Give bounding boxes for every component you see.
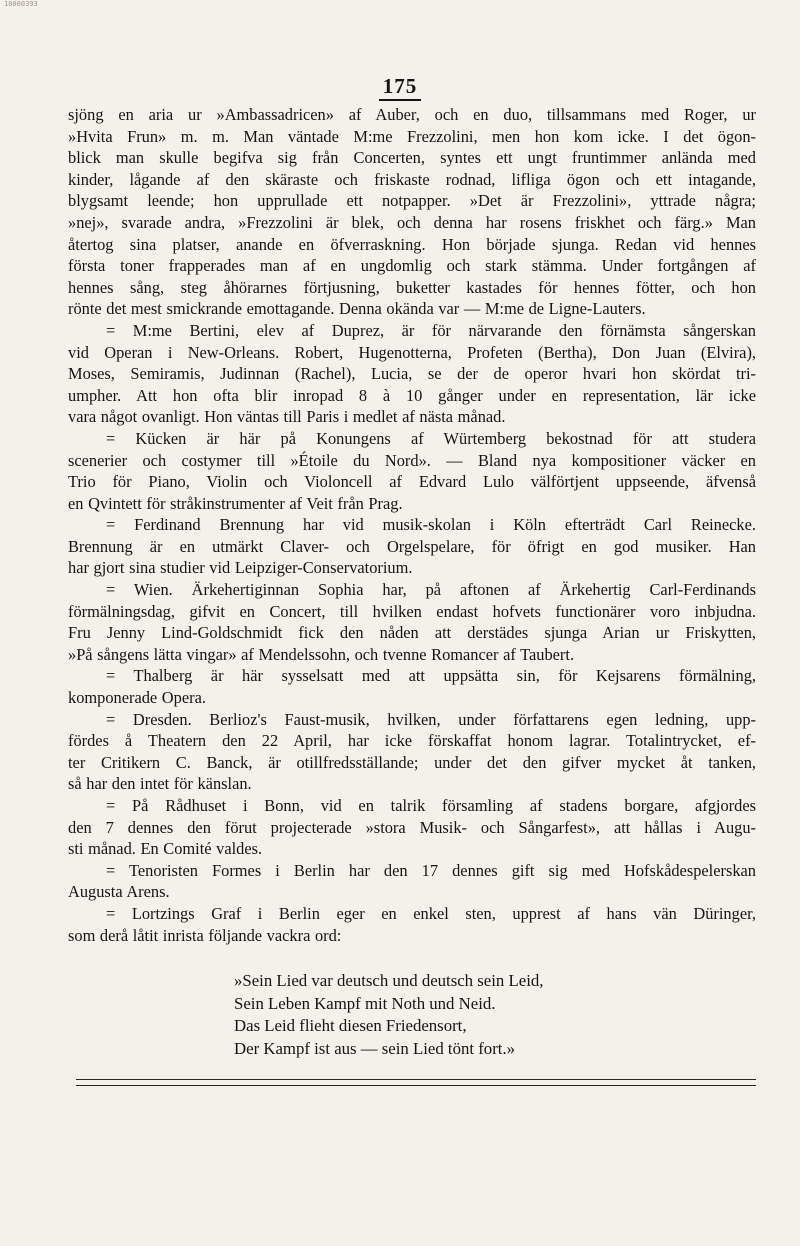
- text-line: = Ferdinand Brennung har vid musik-skolan i Köln efterträdt Carl Reinecke.: [106, 515, 756, 535]
- poem: [234, 970, 543, 1060]
- poem-line: Sein Leben Kampf mit Noth und Neid.: [234, 993, 496, 1013]
- text-line: kinder, lågande af den skäraste och friskaste rodnad, lifliga ögon och ett intagande,: [68, 169, 756, 189]
- text-line: blygsamt leende; hon upprullade ett notpapper. »Det är Frezzolini», yttrade några;: [68, 191, 756, 211]
- text-line: hennes sång, steg åhörarnes förtjusning, buketter kastades för hennes fötter, och hon: [68, 277, 756, 297]
- footer-rule: [76, 1079, 756, 1080]
- text-line: som derå låtit inrista följande vackra ord:: [68, 925, 342, 945]
- text-line: Moses, Semiramis, Judinnan (Rachel), Lucia, se der de operor hvari hon skördat tri-: [68, 364, 756, 384]
- text-line: Trio för Piano, Violin och Violoncell af Edvard Lulo välförtjent uppseende, äfvenså: [68, 472, 756, 492]
- text-line: blick man skulle begifva sig från Concerten, syntes ett ungt fruntimmer anlända med: [68, 148, 756, 168]
- poem-line: Der Kampf ist aus — sein Lied tönt fort.»: [234, 1038, 516, 1058]
- text-line: komponerade Opera.: [68, 688, 206, 708]
- poem-line: Das Leid flieht diesen Friedensort,: [234, 1016, 467, 1036]
- text-line: scenerier och costymer till »Étoile du Nord». — Bland nya kompositioner väcker en: [68, 450, 756, 470]
- article-text: [68, 104, 756, 946]
- corner-mark: 10000393: [4, 0, 38, 8]
- text-line: en Qvintett för stråkinstrumenter af Veit från Prag.: [68, 493, 403, 513]
- text-line: den 7 dennes den förut projecterade »stora Musik- och Sångarfest», att hållas i Augu-: [68, 817, 756, 837]
- text-line: har gjort sina studier vid Leipziger-Conservatorium.: [68, 558, 413, 578]
- text-line: fördes å Theatern den 22 April, har icke förskaffat honom lagrar. Totalintrycket, ef-: [68, 731, 756, 751]
- text-line: vara något ovanligt. Hon väntas till Paris i medlet af nästa månad.: [68, 407, 506, 427]
- text-line: Fru Jenny Lind-Goldschmidt fick den nåden att derstädes sjunga Arian ur Friskytten,: [68, 623, 756, 643]
- footer-rule-thin: [76, 1085, 756, 1086]
- text-line: = Thalberg är här sysselsatt med att uppsätta sin, för Kejsarens förmälning,: [106, 666, 756, 686]
- text-line: sjöng en aria ur »Ambassadricen» af Auber, och en duo, tillsammans med Roger, ur: [68, 105, 756, 124]
- text-line: förmälningsdag, gifvit en Concert, till hvilken endast hofvets functionärer voro inbjudna.: [68, 601, 756, 621]
- text-line: = Kücken är här på Konungens af Würtemberg bekostnad för att studera: [106, 428, 756, 448]
- text-line: rönte det mest smickrande emottagande. Denna okända var — M:me de Ligne-Lauters.: [68, 299, 646, 319]
- text-line: = Wien. Ärkehertiginnan Sophia har, på aftonen af Ärkehertig Carl-Ferdinands: [106, 580, 756, 600]
- text-line: = På Rådhuset i Bonn, vid en talrik församling af stadens borgare, afgjordes: [106, 796, 756, 815]
- text-line: sti månad. En Comité valdes.: [68, 839, 263, 859]
- text-line: så har den intet för känslan.: [68, 774, 252, 794]
- text-line: återtog sina platser, anande en öfverraskning. Hon började sjunga. Redan vid hennes: [68, 234, 756, 254]
- text-line: = Tenoristen Formes i Berlin har den 17 dennes gift sig med Hofskådespelerskan: [106, 860, 756, 880]
- text-line: »nej», svarade andra, »Frezzolini är blek, och denna har rosens friskhet och färg.» Man: [68, 212, 756, 232]
- text-line: = Lortzings Graf i Berlin eger en enkel sten, upprest af hans vän Düringer,: [106, 903, 756, 923]
- text-line: umpher. Att hon ofta blir inropad 8 à 10 gånger under en representation, lär icke: [68, 385, 756, 405]
- text-line: = Dresden. Berlioz's Faust-musik, hvilken, under författarens egen ledning, upp-: [106, 709, 756, 729]
- text-line: Brennung är en utmärkt Claver- och Orgelspelare, för öfrigt en god musiker. Han: [68, 536, 756, 556]
- page-number-text: 175: [379, 74, 422, 101]
- text-line: »Hvita Frun» m. m. Man väntade M:me Frezzolini, men hon kom icke. I det ögon-: [68, 126, 756, 146]
- text-line: vid Operan i New-Orleans. Robert, Hugenotterna, Profeten (Bertha), Don Juan (Elvira),: [68, 342, 756, 362]
- text-line: Augusta Arens.: [68, 882, 170, 902]
- page-number: [0, 74, 800, 99]
- poem-line: »Sein Lied var deutsch und deutsch sein Leid,: [234, 971, 544, 990]
- text-line: »På sångens lätta vingar» af Mendelssohn, och tvenne Romancer af Taubert.: [68, 644, 575, 664]
- text-line: = M:me Bertini, elev af Duprez, är för närvarande den förnämsta sångerskan: [106, 320, 756, 340]
- text-line: ter Critikern C. Banck, är otillfredsställande; under det den gifver mycket åt tanken,: [68, 752, 756, 772]
- text-line: första toner frapperades man af en ungdomlig och stark stämma. Under fortgången af: [68, 256, 756, 276]
